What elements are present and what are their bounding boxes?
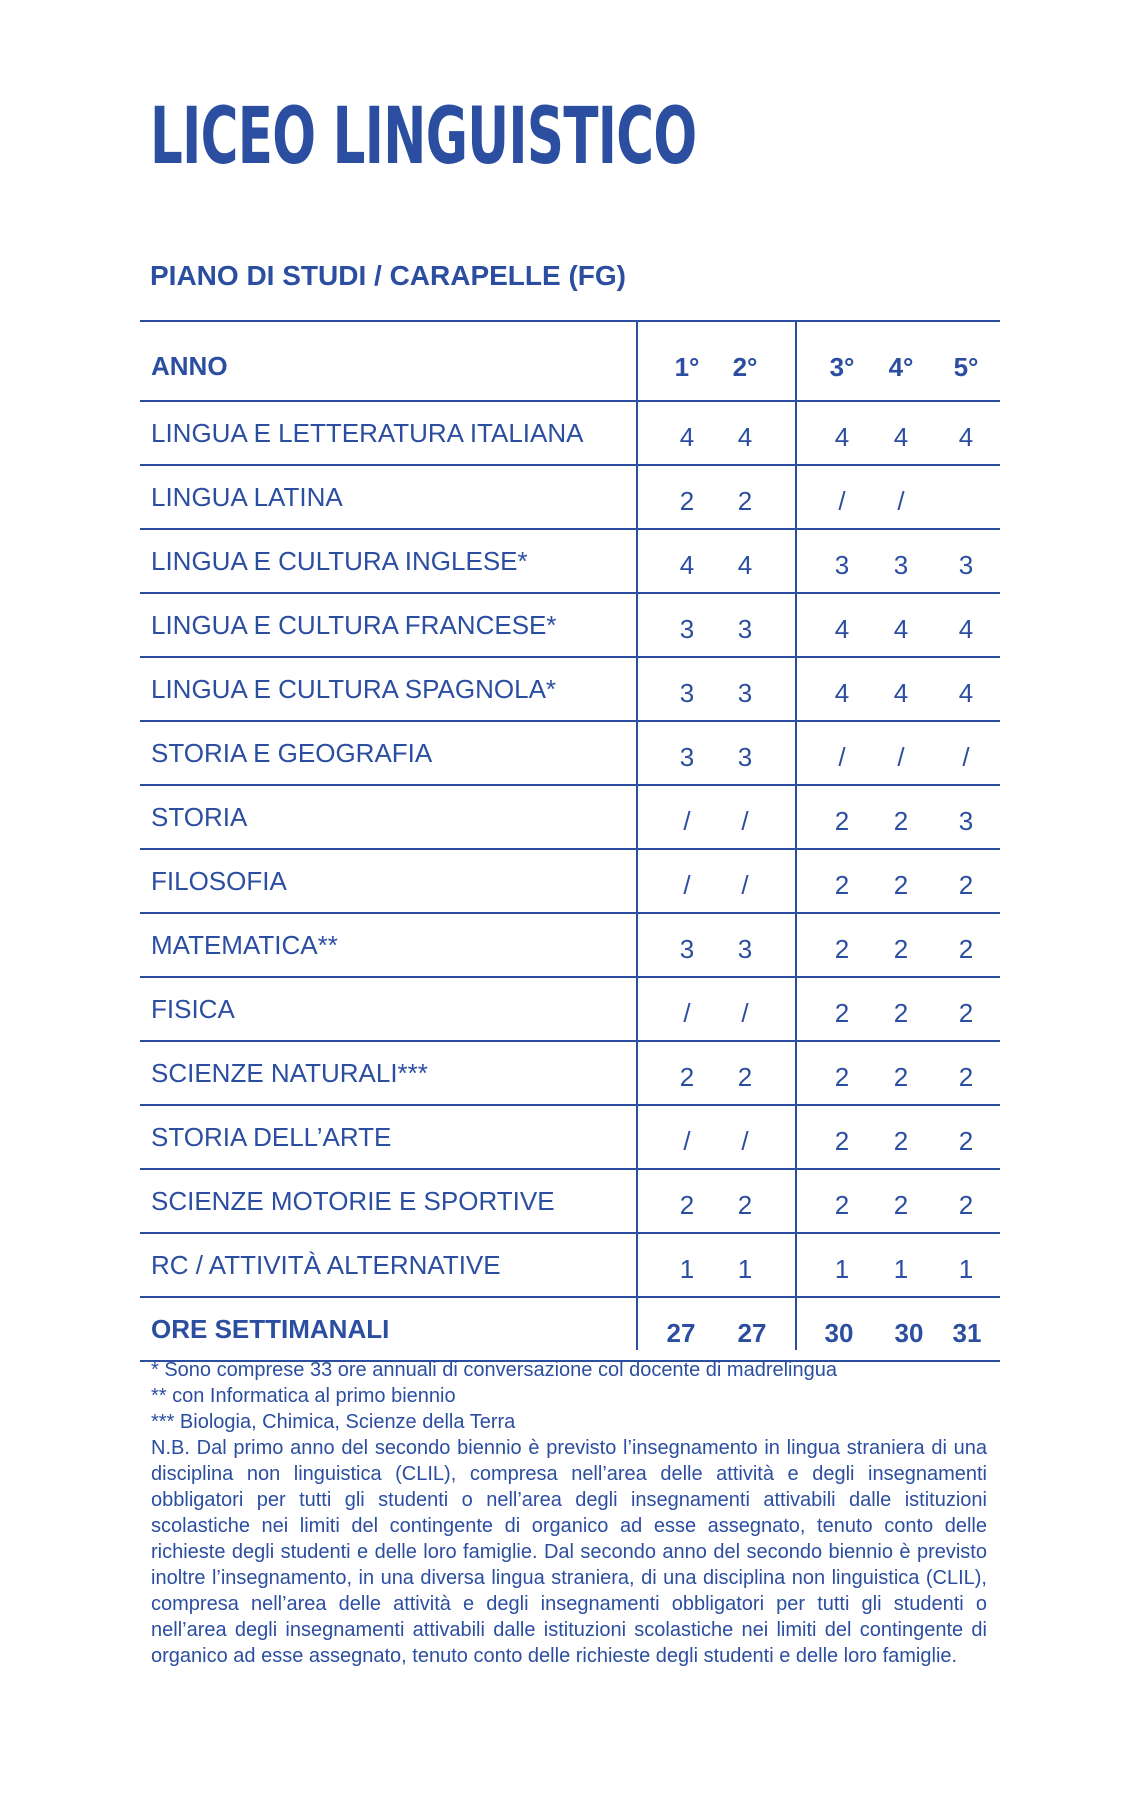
hours-value: / [683, 806, 691, 836]
subject-name: LINGUA E LETTERATURA ITALIANA [151, 418, 584, 448]
hours-value: 4 [893, 614, 909, 644]
hours-value: 3 [958, 806, 974, 836]
table-row [140, 912, 1000, 976]
column-divider [795, 320, 797, 1350]
hours-value: 3 [737, 678, 753, 708]
hours-value: / [683, 998, 691, 1028]
hours-value: / [683, 870, 691, 900]
table-row [140, 976, 1000, 1040]
subject-name: LINGUA E CULTURA SPAGNOLA* [151, 674, 557, 704]
table-row [140, 848, 1000, 912]
total-value: 30 [824, 1318, 854, 1348]
subject-name: LINGUA E CULTURA FRANCESE* [151, 610, 557, 640]
hours-value: 4 [737, 422, 753, 452]
hours-value: 2 [958, 1062, 974, 1092]
study-plan-table [140, 320, 1000, 1362]
hours-value: 2 [958, 1190, 974, 1220]
hours-value: 3 [679, 934, 695, 964]
table-row [140, 592, 1000, 656]
total-value: 31 [952, 1318, 982, 1348]
total-label: ORE SETTIMANALI [151, 1314, 390, 1344]
total-value: 27 [666, 1318, 696, 1348]
hours-value: 2 [679, 1190, 695, 1220]
hours-value: 2 [893, 998, 909, 1028]
table-row [140, 1040, 1000, 1104]
hours-value: 3 [679, 678, 695, 708]
hours-value: 2 [737, 1062, 753, 1092]
header-label: ANNO [151, 351, 228, 381]
hours-value: / [962, 742, 970, 772]
hours-value: 2 [834, 934, 850, 964]
hours-value: 3 [834, 550, 850, 580]
hours-value: 4 [679, 422, 695, 452]
hours-value: 2 [893, 1126, 909, 1156]
hours-value: 2 [893, 870, 909, 900]
hours-value: 4 [958, 422, 974, 452]
table-row [140, 1232, 1000, 1296]
table-header-row [140, 320, 1000, 400]
hours-value: 1 [679, 1254, 695, 1284]
hours-value: 2 [834, 806, 850, 836]
total-value: 27 [737, 1318, 767, 1348]
subject-name: MATEMATICA** [151, 930, 338, 960]
footnote: * Sono comprese 33 ore annuali di conversazione col docente di madrelingua [151, 1359, 837, 1381]
subject-name: STORIA [151, 802, 248, 832]
hours-value: / [838, 742, 846, 772]
hours-value: / [741, 1126, 749, 1156]
table-row [140, 656, 1000, 720]
hours-value: 4 [958, 678, 974, 708]
table-row [140, 720, 1000, 784]
subject-name: LINGUA LATINA [151, 482, 343, 512]
hours-value: 3 [737, 742, 753, 772]
subject-name: FISICA [151, 994, 235, 1024]
hours-value: 1 [893, 1254, 909, 1284]
hours-value: 3 [679, 742, 695, 772]
hours-value: 4 [834, 614, 850, 644]
hours-value: 4 [834, 678, 850, 708]
year-header: 5° [953, 352, 979, 382]
year-header: 4° [888, 352, 914, 382]
hours-value: 3 [679, 614, 695, 644]
hours-value: 2 [958, 870, 974, 900]
hours-value: 2 [834, 1062, 850, 1092]
year-header: 3° [829, 352, 855, 382]
hours-value: / [741, 870, 749, 900]
hours-value: 3 [737, 614, 753, 644]
hours-value: / [897, 486, 905, 516]
table-row [140, 400, 1000, 464]
year-header: 2° [732, 352, 758, 382]
hours-value: 2 [893, 806, 909, 836]
total-value: 30 [894, 1318, 924, 1348]
table-row [140, 1104, 1000, 1168]
hours-value: 3 [958, 550, 974, 580]
hours-value: 2 [737, 1190, 753, 1220]
hours-value: 4 [893, 678, 909, 708]
hours-value: 2 [834, 1190, 850, 1220]
subject-name: FILOSOFIA [151, 866, 287, 896]
hours-value: / [838, 486, 846, 516]
subject-name: RC / ATTIVITÀ ALTERNATIVE [151, 1250, 501, 1280]
hours-value: 4 [737, 550, 753, 580]
hours-value: 2 [834, 998, 850, 1028]
subject-name: SCIENZE MOTORIE E SPORTIVE [151, 1186, 555, 1216]
hours-value: 4 [679, 550, 695, 580]
hours-value: 4 [893, 422, 909, 452]
hours-value: 2 [834, 870, 850, 900]
hours-value: 2 [679, 1062, 695, 1092]
column-divider [636, 320, 638, 1350]
hours-value: / [683, 1126, 691, 1156]
table-row [140, 784, 1000, 848]
hours-value: 2 [893, 934, 909, 964]
footnote: ** con Informatica al primo biennio [151, 1385, 456, 1407]
nb-note: N.B. Dal primo anno del secondo biennio è previsto l’insegnamento in lingua straniera di una disciplina non linguistica (CLIL), compresa nell’area delle attività e degli insegnamenti obbligatori per tutti gli studenti o nell’area degli insegnamenti attivabili dalle istituzioni scolastiche nei limiti del contingente di organico ad esse assegnato, tenuto conto delle richieste degli studenti e delle loro famiglie. Dal secondo anno del secondo biennio è previsto inoltre l’insegnamento, in una diversa lingua straniera, di una disciplina non linguistica (CLIL), compresa nell’area delle attività e degli insegnamenti obbligatori per tutti gli studenti o nell’area degli insegnamenti attivabili dalle istituzioni scolastiche nei limiti del contingente di organico ad esse assegnato, tenuto conto delle richieste degli studenti e delle loro famiglie. [151, 1437, 987, 1667]
hours-value: 2 [958, 998, 974, 1028]
total-row [140, 1296, 1000, 1362]
table-row [140, 528, 1000, 592]
subject-name: STORIA E GEOGRAFIA [151, 738, 433, 768]
hours-value: 2 [679, 486, 695, 516]
hours-value: 2 [893, 1062, 909, 1092]
hours-value: 2 [893, 1190, 909, 1220]
subject-name: SCIENZE NATURALI*** [151, 1058, 428, 1088]
page-title: LICEO LINGUISTICO [150, 92, 697, 182]
hours-value: / [897, 742, 905, 772]
hours-value: 2 [834, 1126, 850, 1156]
hours-value: / [741, 998, 749, 1028]
footnotes [151, 1357, 987, 1669]
hours-value: 2 [958, 1126, 974, 1156]
hours-value: 1 [737, 1254, 753, 1284]
table-row [140, 1168, 1000, 1232]
footnote: *** Biologia, Chimica, Scienze della Terra [151, 1411, 516, 1433]
hours-value: 1 [958, 1254, 974, 1284]
hours-value: 2 [958, 934, 974, 964]
hours-value: 4 [958, 614, 974, 644]
year-header: 1° [674, 352, 700, 382]
subject-name: STORIA DELL’ARTE [151, 1122, 392, 1152]
hours-value: / [741, 806, 749, 836]
hours-value: 2 [737, 486, 753, 516]
hours-value: 3 [893, 550, 909, 580]
subject-name: LINGUA E CULTURA INGLESE* [151, 546, 528, 576]
table-row [140, 464, 1000, 528]
page-subtitle: PIANO DI STUDI / CARAPELLE (FG) [150, 260, 626, 291]
hours-value: 1 [834, 1254, 850, 1284]
hours-value: 3 [737, 934, 753, 964]
hours-value: 4 [834, 422, 850, 452]
